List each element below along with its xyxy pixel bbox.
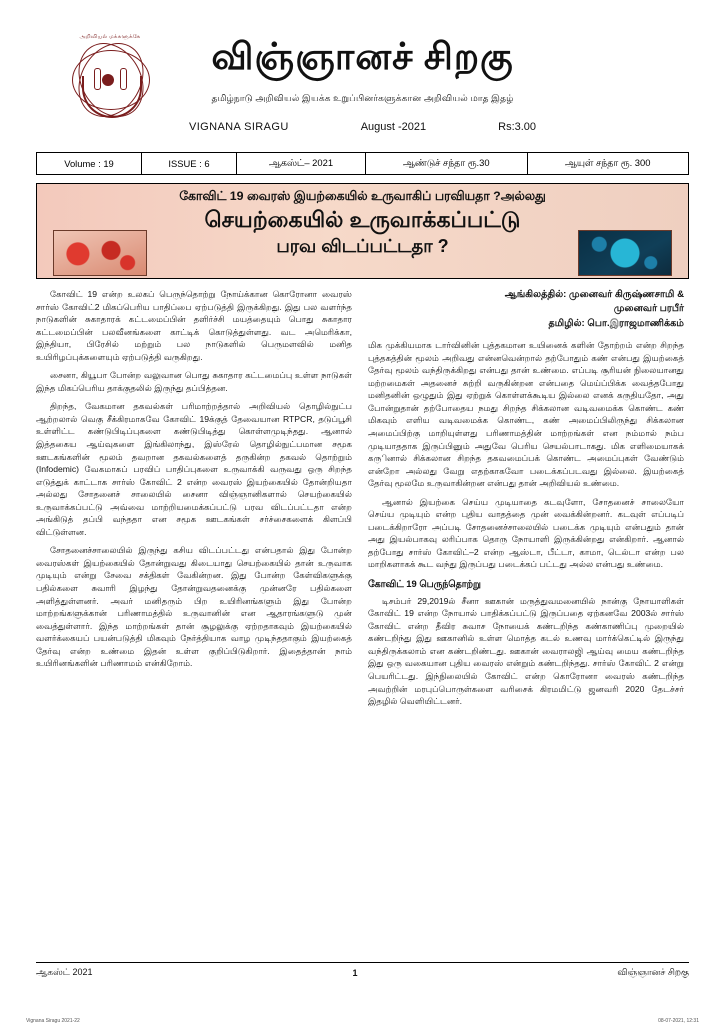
page-number: 1	[352, 968, 358, 978]
paragraph: சைனா, கியூபா போன்ற வலுவான பொது சுகாதார கட்டமைப்பு உள்ள நாடுகள் இந்த மிகப்பெரிய தாக்குதலில் இருந்து தப்பித்தன.	[36, 370, 352, 393]
paragraph: மிக முக்கியமாக டார்வினின் புத்தகமான உயினைக் களின் தோற்றம் என்ற சிறந்த புத்தகத்தின் மூலம் அறிவது என்னவென்றால் தற்போதும் கண் என்பது இயற்கைத் தேர்வு மூலம் வந்திருக்கிறது என்பது தான் உண்மை. எப்படி சூரியன் நிலையானது மற்றமைகள் அதனைச் சுற்றி வருகின்றன என்பதை மெய்ப்பிக்க வைத்தபோது மனிதனின் ஒழுதும் இது ஏற்றுக் கொள்ளக்கூடிய இல்லை எனக் கருதியதோ, அது போன்றுதான் தற்போதைய நமது சிறந்த சிக்கலான வடிவமைக்க கொண்ட கண் மிகவும் எளிய வடிவமைக்க கொண்ட, கண் அமைப்பிலிருந்து சிக்கலான அமைப்பிற்கு மாறியுள்ளது பரிணாமத்தின் மாற்றங்கள் என நம்மால் நம்ப முடியாததாக இருப்பினும் அதுவே பெரிய செயல்பாடாகது. மிக எளிமையாகக் கருினால் சிக்கலான சிறந்த தகவமைப்பக் கொண்ட அமைப்புகள் வேண்டும் என்றோ அல்லது வேறு எதற்காகவோ படைக்கப்படவது இல்லை. இயற்கைத் தேர்வு மூலமே உருவாகின்றன என்பது தான் அறிவியல் உண்மை.	[368, 340, 684, 489]
newsletter-sheet	[20, 14, 705, 989]
paragraph: ஆனால் இயற்கை செய்ய முடியாதை கடவுளோ, சோதனைச் சாலையோ செய்ய முடியும் என்ற புதிய வாதத்தை முன் வைக்கின்றனர். கடவுள் எப்படிப் படைக்கிறாரோ அப்படி சோதனைச்சாலையில் படைக்க முடியும் என்பதும் தான் அது இயல்பாகவு லரிப்பாக தொரு நோயாளி இருக்கின்றது என்கிறார். ஆனால் தற்போது சார்ஸ் கோவிட்–2 என்ற ஆஸ்டா, பீட்டா, காமா, டெல்டா என்ற பல மாறிகளாகக் கூட வந்து இருப்பது படைக்கப் பட்டது அல்ல என்பது உண்மை.	[368, 496, 684, 570]
byline-translator: தமிழில்: பொ.இராஜமாணிக்கம்	[548, 317, 684, 329]
red-coronavirus-photo	[53, 230, 147, 276]
magazine-subtitle: தமிழ்நாடு அறிவியல் இயக்க உறுப்பினர்களுக்கான அறிவியல் மாத இதழ்	[211, 93, 514, 103]
right-column	[368, 288, 684, 714]
paragraph: கோவிட் 19 என்ற உலகப் பெருந்தொற்று நோய்க்கான கொரோனா வைரஸ் சார்ஸ் கோவிட்2 மிகப்பெரிய பாதிப்பை ஏற்படுத்தி இருக்கிறது. இது பல வளர்ந்த நாடுகளின் சுகாதாரக் கட்டமைப்பின் தளிர்ச்சி மயத்தையும் பொது சுகாதார கட்டமைப்பின் பலவீனங்களை காட்டிக் கொடுத்துள்ளது. வட அமெரிக்கா, இந்தியா, பிரேசில் மற்றும் பல நாடுகளில் பெருமளவில் மனித உயிரிழப்புக்களையும் ஏற்படுத்தி வருகிறது.	[36, 289, 352, 362]
logo-nucleus	[102, 74, 114, 86]
page-footer	[36, 962, 689, 979]
magazine-title-english: VIGNANA SIRAGU	[188, 121, 289, 133]
section-heading: கோவிட் 19 பெருந்தொற்று	[368, 578, 481, 590]
left-column	[36, 288, 352, 714]
article-body	[36, 288, 689, 714]
volume-label: Volume : 19	[37, 153, 142, 174]
byline-english-authors: ஆங்கிலத்தில்: முனைவர் கிருஷ்ணசாமி &	[504, 289, 684, 300]
paragraph: சோதனைச்சாலையில் இருந்து கசிய விடப்பட்டது என்பதால் இது போன்ற வைரஸ்கள் இயற்கையில் தோன்றுவது கிடையாது செயற்கையில் தான் உருவாக முடியும் என்று சேவை சக்திகள் வேகின்றன. இது போன்ற கேள்விகளுக்கு பதில்களை சுவாரி இழந்து தோன்றுவதனைக்கு முன்னரே பதில்களை அளித்துள்ளனர். அவர் மனிதரும் பிற உயிரினங்களும் இது போன்ற மாற்றங்களுக்கான் பரிணாமத்தில் உருவானின் என ஆதாரங்களுடு முன் வைத்துள்ளார். இந்த மாற்றங்கள் தான் சூழலுக்கு ஏற்றதாகவும் இயற்கையில் வளர்க்கையப் பயன்படுத்தி மிகவும் நேர்த்தியாக வாழ முடிந்ததாகும் இயற்கைத் தேர்வு என்ற உண்மை இதன் உள்ள குறிப்பிடுகிறார். இதைத்தான் நாம் உயிரினங்களின் பரிணாமம் என்கிறோம்.	[36, 545, 352, 669]
logo-arc-text: அறிவியல் மக்களுக்கே	[79, 34, 141, 40]
issue-info-bar	[36, 152, 689, 175]
print-strip	[0, 1014, 725, 1024]
byline-english-author-2: முனைவர் பரபீர்	[613, 303, 684, 315]
headline-line-1: கோவிட் 19 வைரஸ் இயற்கையில் உருவாகிப் பரவியதா ?அல்லது	[179, 189, 546, 203]
footer-title: விஞ்ஞானச் சிறகு	[617, 967, 689, 977]
masthead	[20, 14, 705, 142]
footer-date: ஆகஸ்ட் 2021	[36, 967, 93, 977]
print-strip-left: Vignana Siragu 2021-22	[26, 1018, 80, 1024]
print-strip-right: 08-07-2021, 12:31	[658, 1018, 699, 1024]
month-label: ஆகஸ்ட்– 2021	[237, 153, 366, 174]
headline-line-2: செயற்கையில் உருவாக்கப்பட்டு	[204, 207, 521, 233]
byline	[368, 288, 684, 331]
issue-date: August -2021	[360, 121, 427, 133]
blue-coronavirus-photo	[578, 230, 672, 276]
life-subscription-label: ஆயுள் சந்தா ரூ. 300	[565, 157, 651, 168]
paragraph: திறந்த, வேகமான தகவல்கள் பரிமாற்றத்தால் அறிவியல் தொழில்நுட்ப ஆற்றலால் வெகு சீக்கிரமாகவே கோவிட் 19க்குத் தேவையான RTPCR, தடுப்பூசி உள்ளிட்ட கண்டுபிடிப்புகளை கண்டுபிடித்து கொள்ளமுடிந்தது. ஆனால் இத்தகைய ஆய்வுகளை இங்கிலாந்து, இஸ்ரேல் தொழில்நுட்பமான சமூக ஊடகங்களின் மூலம் தவறான தகவல்களைத் தருகின்ற தகவல் தொற்றும் (Infodemic) வேகமாகப் பரவிப் பாதிப்புகளை உருவாக்கி வருவது ஒரு சிறந்த எடுத்துக் காட்டாக சார்ஸ் கோவிட் 2 என்ற வைரஸ் இயற்கையில் தோன்றியதா அல்லது சோதனைச் சாலையில் சைனா விஞ்ஞானிகளால் செயற்கையில் உருவாக்கப்பட்டு அவ்வை மாற்றியமைக்கப்பட்டு பரவ விடப்பட்டதா என்ற அங்கிடுத் தப்பி வந்ததா என சமூக ஊடகங்கள் சர்ச்சைகளைக் கிளப்பி விட்டுள்ளன.	[36, 401, 352, 537]
headline-banner	[36, 183, 689, 279]
organization-logo-icon	[64, 36, 156, 120]
price-label: Rs:3.00	[498, 121, 537, 133]
masthead-detail-row	[20, 121, 705, 133]
magazine-title: விஞ்ஞானச் சிறகு	[211, 37, 514, 78]
paragraph: டிசம்பர் 29,2019ல் சீனா ஊகான் மருத்துவமனையில் நான்கு நோயாளிகள் கோவிட் 19 என்ற நோயால் பாதிக்கப்பட்டு இருப்பதை ஏற்கனவே 2003ல் சார்ஸ் கோவிட் என்ற தீவிர சுவாச நோயைக் கண்டறிந்த கண்காணிப்பு முறையில் கண்டறிந்து இது ஊகானில் உள்ள மொத்த கடல் உணவு மார்க்கெட்டில் இருந்து வந்திருக்கலாம் என கண்டறிண்டது. ஊகான் வைராலஜி ஆய்வு மைய கண்டறிந்த இது ஒரு வகையான புதிய வைரஸ் என்றும் கண்டறிந்தது. சார்ஸ் கோவிட் 2 என்று பெயரிட்டது. இந்நிலையில் கோவிட் என்ற கொரோனா வைரஸ் கண்டறிந்த அவற்றின் மரபுப்பொருள்களை வரிசைக் கிரமமிட்டு ஜனவரி 2020 தேடச்சர் இதழில் வெளியிட்டனர்.	[368, 595, 684, 707]
headline-line-3: பரவ விடப்பட்டதா ?	[276, 235, 449, 256]
issue-number-label: ISSUE : 6	[142, 153, 237, 174]
annual-subscription-label: ஆண்டுச் சந்தா ரூ.30	[366, 153, 528, 174]
